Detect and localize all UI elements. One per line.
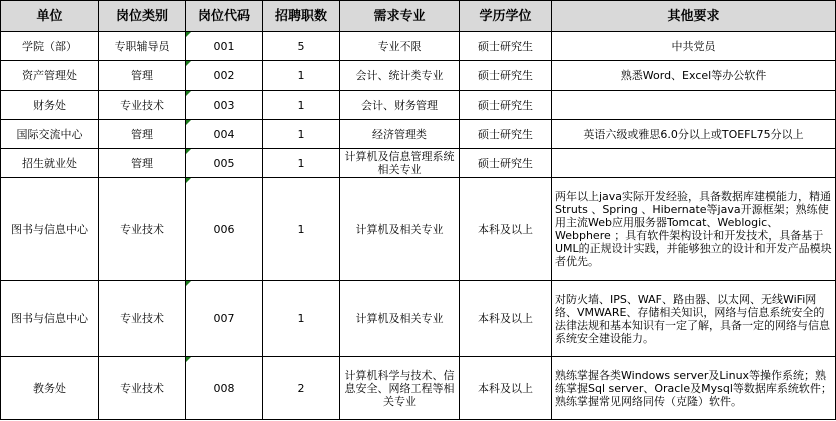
header-degree: 学历学位 [460, 1, 552, 32]
cell-count: 1 [263, 281, 340, 357]
cell-count: 5 [263, 32, 340, 61]
header-row [1, 1, 836, 32]
cell-major: 会计、统计类专业 [340, 61, 460, 91]
cell-degree: 硕士研究生 [460, 61, 552, 91]
cell-category: 管理 [99, 149, 186, 178]
cell-code: 007 [186, 281, 263, 357]
cell-major: 专业不限 [340, 32, 460, 61]
cell-major: 计算机及相关专业 [340, 281, 460, 357]
cell-unit: 财务处 [1, 91, 99, 120]
cell-other: 两年以上java实际开发经验，具备数据库建模能力，精通Struts 、Spring 、Hibernate等java开源框架；熟练使用主流Web应用服务器Tomcat、Weblogic、Webphere ；具有软件架构设计和开发技术，具备基于UML的正规设计实践，并能够独立的设计和开发产品模块者优先。 [552, 178, 836, 281]
cell-category: 专业技术 [99, 178, 186, 281]
table-row [1, 357, 836, 420]
cell-code: 001 [186, 32, 263, 61]
cell-unit: 图书与信息中心 [1, 281, 99, 357]
cell-category: 专业技术 [99, 281, 186, 357]
cell-other [552, 149, 836, 178]
cell-code: 008 [186, 357, 263, 420]
table-row [1, 178, 836, 281]
cell-degree: 本科及以上 [460, 178, 552, 281]
cell-other: 熟练掌握各类Windows server及Linux等操作系统；熟练掌握Sql server、Oracle及Mysql等数据库系统软件；熟练掌握常见网络同传（克隆）软件。 [552, 357, 836, 420]
header-other: 其他要求 [552, 1, 836, 32]
cell-major: 会计、财务管理 [340, 91, 460, 120]
table-row [1, 149, 836, 178]
cell-code: 005 [186, 149, 263, 178]
table-row [1, 61, 836, 91]
cell-unit: 学院（部） [1, 32, 99, 61]
table-row [1, 32, 836, 61]
cell-other: 英语六级或雅思6.0分以上或TOEFL75分以上 [552, 120, 836, 149]
cell-unit: 教务处 [1, 357, 99, 420]
cell-major: 计算机科学与技术、信息安全、网络工程等相关专业 [340, 357, 460, 420]
cell-unit: 资产管理处 [1, 61, 99, 91]
table-row [1, 281, 836, 357]
cell-category: 专职辅导员 [99, 32, 186, 61]
cell-count: 1 [263, 91, 340, 120]
header-count: 招聘职数 [263, 1, 340, 32]
cell-count: 1 [263, 120, 340, 149]
cell-code: 003 [186, 91, 263, 120]
header-category: 岗位类别 [99, 1, 186, 32]
cell-degree: 硕士研究生 [460, 120, 552, 149]
cell-unit: 国际交流中心 [1, 120, 99, 149]
header-unit: 单位 [1, 1, 99, 32]
cell-degree: 硕士研究生 [460, 32, 552, 61]
cell-other: 对防火墙、IPS、WAF、路由器、以太网、无线WiFi网络、VMWARE、存储相关知识，网络与信息系统安全的法律法规和基本知识有一定了解，具备一定的网络与信息系统安全建设能力。 [552, 281, 836, 357]
header-code: 岗位代码 [186, 1, 263, 32]
table-row [1, 91, 836, 120]
cell-degree: 硕士研究生 [460, 149, 552, 178]
cell-count: 2 [263, 357, 340, 420]
cell-degree: 本科及以上 [460, 281, 552, 357]
cell-major: 计算机及相关专业 [340, 178, 460, 281]
cell-other [552, 91, 836, 120]
cell-other: 中共党员 [552, 32, 836, 61]
table-row [1, 120, 836, 149]
cell-other: 熟悉Word、Excel等办公软件 [552, 61, 836, 91]
cell-count: 1 [263, 61, 340, 91]
cell-code: 004 [186, 120, 263, 149]
cell-category: 专业技术 [99, 91, 186, 120]
cell-count: 1 [263, 149, 340, 178]
cell-code: 002 [186, 61, 263, 91]
cell-category: 管理 [99, 61, 186, 91]
header-major: 需求专业 [340, 1, 460, 32]
cell-degree: 硕士研究生 [460, 91, 552, 120]
cell-category: 管理 [99, 120, 186, 149]
cell-unit: 图书与信息中心 [1, 178, 99, 281]
cell-major: 计算机及信息管理系统相关专业 [340, 149, 460, 178]
cell-degree: 本科及以上 [460, 357, 552, 420]
cell-count: 1 [263, 178, 340, 281]
cell-unit: 招生就业处 [1, 149, 99, 178]
cell-major: 经济管理类 [340, 120, 460, 149]
cell-category: 专业技术 [99, 357, 186, 420]
cell-code: 006 [186, 178, 263, 281]
